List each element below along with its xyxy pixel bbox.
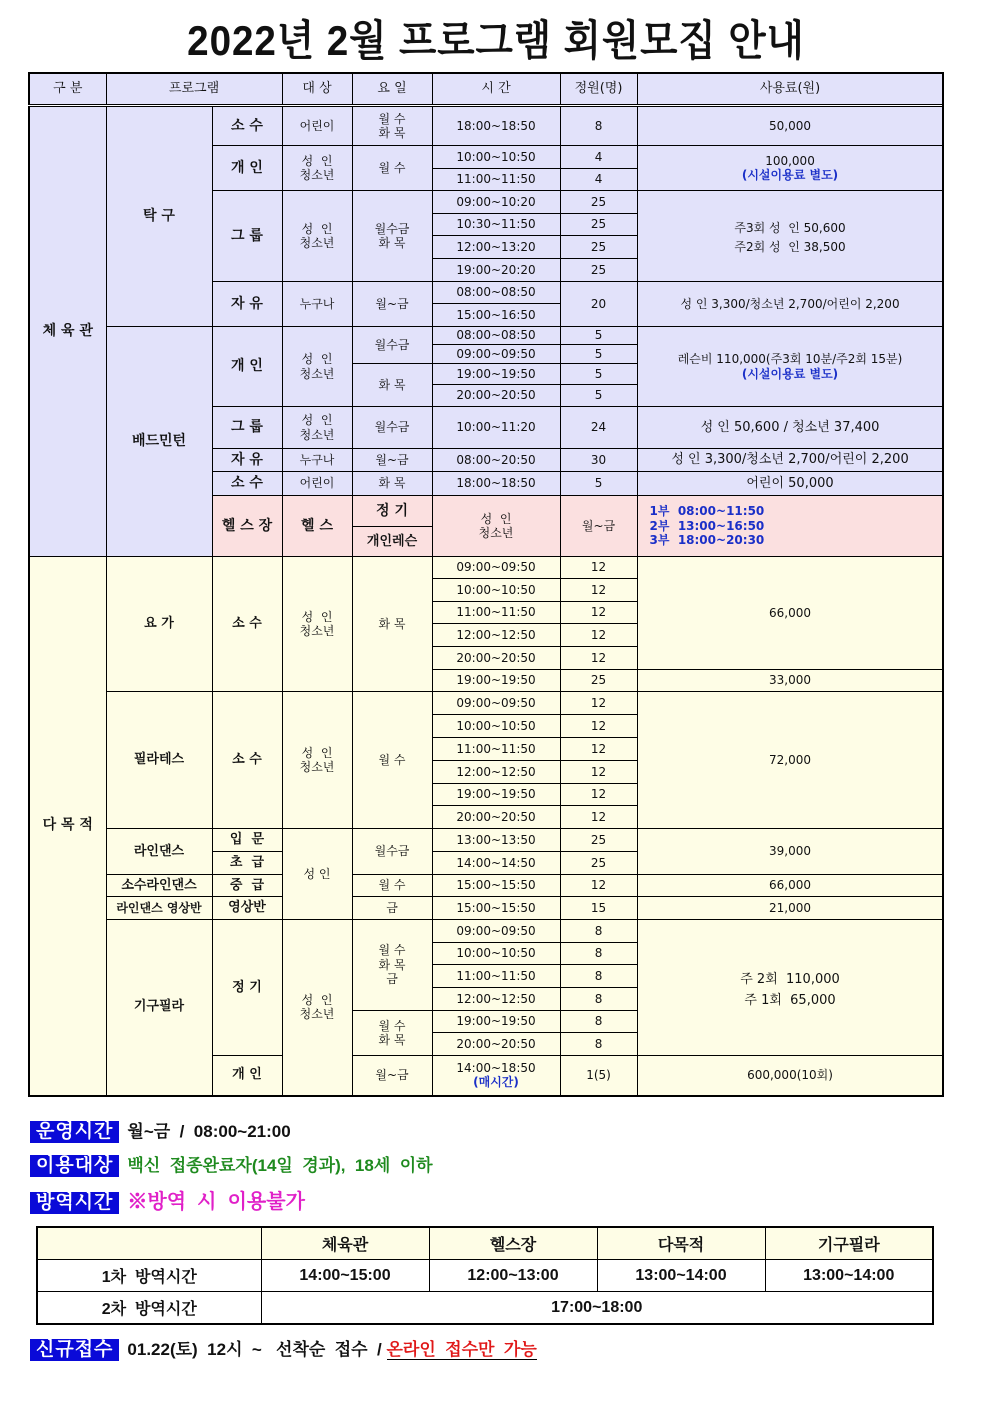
days-cell: 화 목 bbox=[352, 364, 432, 407]
target-line: 성 인 bbox=[301, 352, 333, 367]
time-cell: 20:00~20:50 bbox=[432, 385, 560, 407]
target-cell bbox=[282, 692, 352, 829]
schedule-col-equip: 기구필라 bbox=[765, 1227, 933, 1260]
fee-line: 레슨비 110,000(주3회 10분/주2회 15분) bbox=[677, 352, 903, 367]
time-cell bbox=[432, 1056, 560, 1096]
time-line: 14:00~18:50 bbox=[456, 1060, 536, 1075]
capacity-cell: 25 bbox=[560, 236, 637, 259]
type-cell: 영상반 bbox=[212, 897, 282, 920]
time-cell: 11:00~11:50 bbox=[432, 965, 560, 988]
capacity-cell: 25 bbox=[560, 259, 637, 282]
registration-online: 온라인 접수만 가능 bbox=[386, 1340, 537, 1359]
fee-cell: 성 인 50,600 / 청소년 37,400 bbox=[637, 407, 943, 449]
capacity-cell: 12 bbox=[560, 624, 637, 647]
schedule-header bbox=[37, 1227, 933, 1260]
target-line: 청소년 bbox=[299, 366, 335, 381]
program-pilates: 필라테스 bbox=[106, 692, 212, 829]
schedule-col-multi: 다목적 bbox=[597, 1227, 765, 1260]
table-row bbox=[29, 920, 943, 943]
capacity-cell: 12 bbox=[560, 692, 637, 715]
schedule-cell: 12:00~13:00 bbox=[429, 1260, 597, 1292]
time-line: 2부 13:00~16:50 bbox=[649, 518, 765, 533]
header-time: 시 간 bbox=[432, 73, 560, 106]
fee-note: (시설이용료 별도) bbox=[741, 366, 839, 381]
capacity-cell: 20 bbox=[560, 282, 637, 327]
table-header bbox=[29, 73, 943, 106]
hours-label: 운영시간 bbox=[30, 1121, 119, 1143]
days-line: 월 수 bbox=[378, 111, 406, 126]
target-cell bbox=[282, 191, 352, 282]
schedule-cell: 13:00~14:00 bbox=[597, 1260, 765, 1292]
schedule-row-label: 1차 방역시간 bbox=[37, 1260, 261, 1292]
capacity-cell: 5 bbox=[560, 364, 637, 385]
time-cell: 20:00~20:50 bbox=[432, 806, 560, 829]
days-cell: 월수금 bbox=[352, 407, 432, 449]
program-equip-pilates: 기구필라 bbox=[106, 920, 212, 1096]
registration-text: 01.22(토) 12시 ~ 선착순 접수 / bbox=[127, 1340, 382, 1359]
capacity-cell: 12 bbox=[560, 647, 637, 670]
target-line: 청소년 bbox=[299, 168, 335, 182]
days-cell: 월~금 bbox=[352, 449, 432, 472]
target-cell bbox=[282, 407, 352, 449]
target-line: 성 인 bbox=[480, 511, 512, 526]
time-cell: 10:00~11:20 bbox=[432, 407, 560, 449]
fee-cell bbox=[637, 920, 943, 1056]
days-line: 화 목 bbox=[378, 236, 406, 250]
type-cell: 자 유 bbox=[212, 282, 282, 327]
fee-cell: 66,000 bbox=[637, 557, 943, 670]
program-badminton: 배드민턴 bbox=[106, 327, 212, 557]
time-cell: 19:00~19:50 bbox=[432, 1011, 560, 1033]
time-cell: 08:00~20:50 bbox=[432, 449, 560, 472]
target-line: 성 인 bbox=[301, 153, 333, 168]
target-label: 이용대상 bbox=[30, 1155, 119, 1177]
hours-value: 월~금 / 08:00~21:00 bbox=[127, 1122, 291, 1141]
capacity-cell: 1(5) bbox=[560, 1056, 637, 1096]
time-cell: 12:00~12:50 bbox=[432, 624, 560, 647]
days-cell: 화 목 bbox=[352, 472, 432, 496]
program-linedance-video: 라인댄스 영상반 bbox=[106, 897, 212, 920]
capacity-cell: 12 bbox=[560, 579, 637, 602]
capacity-cell: 8 bbox=[560, 988, 637, 1011]
category-gym: 체 육 관 bbox=[29, 106, 106, 557]
fee-cell bbox=[637, 146, 943, 191]
time-cell: 12:00~12:50 bbox=[432, 988, 560, 1011]
time-cell: 10:00~10:50 bbox=[432, 943, 560, 965]
fee-cell: 50,000 bbox=[637, 106, 943, 146]
capacity-cell: 12 bbox=[560, 806, 637, 829]
program-linedance: 라인댄스 bbox=[106, 829, 212, 875]
time-cell: 09:00~09:50 bbox=[432, 557, 560, 579]
days-line: 화 목 bbox=[378, 1033, 406, 1047]
capacity-cell: 25 bbox=[560, 191, 637, 214]
fee-cell: 성 인 3,300/청소년 2,700/어린이 2,200 bbox=[637, 449, 943, 472]
header-fee: 사용료(원) bbox=[637, 73, 943, 106]
capacity-cell: 25 bbox=[560, 214, 637, 236]
capacity-cell: 15 bbox=[560, 897, 637, 920]
fee-line: 100,000 bbox=[765, 153, 815, 168]
time-note: (매시간) bbox=[473, 1075, 519, 1090]
target-line: 청소년 bbox=[299, 236, 335, 250]
target-line: 청소년 bbox=[478, 526, 514, 540]
capacity-cell: 5 bbox=[560, 385, 637, 407]
capacity-cell: 12 bbox=[560, 761, 637, 784]
capacity-cell: 4 bbox=[560, 169, 637, 191]
type-cell: 정 기 bbox=[352, 496, 432, 527]
schedule-col-health: 헬스장 bbox=[429, 1227, 597, 1260]
target-cell bbox=[282, 327, 352, 407]
quarantine-note bbox=[30, 1185, 305, 1214]
time-cell: 09:00~10:20 bbox=[432, 191, 560, 214]
fee-cell: 21,000 bbox=[637, 897, 943, 920]
days-cell: 금 bbox=[352, 897, 432, 920]
capacity-cell: 8 bbox=[560, 920, 637, 943]
target-line: 성 인 bbox=[301, 609, 333, 624]
target-cell: 누구나 bbox=[282, 282, 352, 327]
time-cell: 20:00~20:50 bbox=[432, 1033, 560, 1056]
capacity-cell: 30 bbox=[560, 449, 637, 472]
days-cell: 월 수 bbox=[352, 875, 432, 897]
target-line: 청소년 bbox=[299, 760, 335, 774]
days-cell: 월수금 bbox=[352, 327, 432, 364]
days-cell: 월 수 bbox=[352, 146, 432, 191]
fee-cell: 33,000 bbox=[637, 670, 943, 692]
target-cell: 성 인 bbox=[282, 829, 352, 920]
time-line: 1부 08:00~11:50 bbox=[649, 504, 765, 519]
time-cell: 10:00~10:50 bbox=[432, 579, 560, 602]
time-cell: 10:30~11:50 bbox=[432, 214, 560, 236]
target-line: 청소년 bbox=[299, 1007, 335, 1022]
fee-cell: 600,000(10회) bbox=[637, 1056, 943, 1096]
target-line: 성 인 bbox=[301, 413, 333, 428]
fee-cell: 66,000 bbox=[637, 875, 943, 897]
time-cell: 11:00~11:50 bbox=[432, 602, 560, 624]
type-cell: 개 인 bbox=[212, 327, 282, 407]
schedule-row-1 bbox=[37, 1260, 933, 1292]
header-capacity: 정원(명) bbox=[560, 73, 637, 106]
capacity-cell: 5 bbox=[560, 472, 637, 496]
time-cell: 08:00~08:50 bbox=[432, 327, 560, 345]
hours-note bbox=[30, 1117, 291, 1143]
fee-note: (시설이용료 별도) bbox=[741, 168, 839, 182]
capacity-cell: 8 bbox=[560, 965, 637, 988]
schedule-row-label: 2차 방역시간 bbox=[37, 1292, 261, 1325]
time-cell: 11:00~11:50 bbox=[432, 738, 560, 761]
table-row bbox=[29, 897, 943, 920]
type-cell: 초 급 bbox=[212, 852, 282, 875]
target-cell bbox=[282, 557, 352, 692]
capacity-cell: 12 bbox=[560, 738, 637, 761]
table-row bbox=[29, 557, 943, 579]
days-line: 화 목 bbox=[378, 957, 406, 972]
capacity-cell: 5 bbox=[560, 345, 637, 364]
schedule-cell: 14:00~15:00 bbox=[261, 1260, 429, 1292]
capacity-cell: 12 bbox=[560, 875, 637, 897]
program-small-linedance: 소수라인댄스 bbox=[106, 875, 212, 897]
capacity-cell: 12 bbox=[560, 715, 637, 738]
capacity-cell: 5 bbox=[560, 327, 637, 345]
time-cell: 11:00~11:50 bbox=[432, 169, 560, 191]
header-target: 대 상 bbox=[282, 73, 352, 106]
type-cell: 개인레슨 bbox=[352, 527, 432, 557]
time-cell: 15:00~16:50 bbox=[432, 304, 560, 327]
days-cell: 월 수 bbox=[352, 692, 432, 829]
target-line: 청소년 bbox=[299, 624, 335, 638]
time-cell: 19:00~19:50 bbox=[432, 364, 560, 385]
time-line: 3부 18:00~20:30 bbox=[649, 533, 765, 548]
type-cell: 개 인 bbox=[212, 1056, 282, 1096]
fee-line: 주 1회 65,000 bbox=[744, 992, 836, 1008]
time-cell: 20:00~20:50 bbox=[432, 647, 560, 670]
capacity-cell: 8 bbox=[560, 106, 637, 146]
time-cell: 19:00~19:50 bbox=[432, 784, 560, 806]
category-multi: 다 목 적 bbox=[29, 557, 106, 1096]
page-title: 2022년 2월 프로그램 회원모집 안내 bbox=[187, 17, 805, 64]
target-value: 백신 접종완료자(14일 경과), 18세 이하 bbox=[127, 1156, 433, 1175]
time-cell: 10:00~10:50 bbox=[432, 715, 560, 738]
type-cell: 중 급 bbox=[212, 875, 282, 897]
days-cell bbox=[352, 1011, 432, 1056]
capacity-cell: 12 bbox=[560, 784, 637, 806]
days-cell: 월~금 bbox=[352, 282, 432, 327]
schedule-corner bbox=[37, 1227, 261, 1260]
time-cell: 18:00~18:50 bbox=[432, 106, 560, 146]
days-line: 금 bbox=[386, 972, 398, 987]
table-row bbox=[29, 692, 943, 715]
days-line: 월 수 bbox=[378, 1018, 406, 1033]
capacity-cell: 25 bbox=[560, 670, 637, 692]
quarantine-label: 방역시간 bbox=[30, 1192, 119, 1214]
type-cell: 소 수 bbox=[212, 557, 282, 692]
days-line: 월 수 bbox=[378, 943, 406, 958]
days-cell: 월~금 bbox=[352, 1056, 432, 1096]
table-row bbox=[29, 327, 943, 345]
header-program: 프로그램 bbox=[106, 73, 282, 106]
target-line: 성 인 bbox=[301, 992, 333, 1007]
table-row bbox=[29, 106, 943, 146]
days-cell: 화 목 bbox=[352, 557, 432, 692]
category-health: 헬 스 장 bbox=[212, 496, 282, 557]
program-table bbox=[28, 72, 944, 1097]
target-note bbox=[30, 1151, 433, 1177]
days-cell: 월수금 bbox=[352, 829, 432, 875]
type-cell: 개 인 bbox=[212, 146, 282, 191]
days-line: 월수금 bbox=[374, 221, 410, 236]
capacity-cell: 12 bbox=[560, 557, 637, 579]
quarantine-value: ※방역 시 이용불가 bbox=[127, 1191, 305, 1213]
fee-line: 주3회 성 인 50,600 bbox=[734, 221, 846, 235]
days-cell: 월~금 bbox=[560, 496, 637, 557]
target-cell bbox=[282, 920, 352, 1096]
target-line: 청소년 bbox=[299, 427, 335, 442]
time-cell: 12:00~12:50 bbox=[432, 761, 560, 784]
schedule-col-gym: 체육관 bbox=[261, 1227, 429, 1260]
type-cell: 입 문 bbox=[212, 829, 282, 852]
capacity-cell: 25 bbox=[560, 829, 637, 852]
target-line: 성 인 bbox=[301, 745, 333, 760]
time-cell: 14:00~14:50 bbox=[432, 852, 560, 875]
program-health: 헬 스 bbox=[282, 496, 352, 557]
table-row bbox=[29, 829, 943, 852]
program-yoga: 요 가 bbox=[106, 557, 212, 692]
time-cell: 09:00~09:50 bbox=[432, 345, 560, 364]
schedule-cell: 17:00~18:00 bbox=[261, 1292, 933, 1325]
type-cell: 소 수 bbox=[212, 106, 282, 146]
capacity-cell: 25 bbox=[560, 852, 637, 875]
table-row bbox=[29, 875, 943, 897]
schedule-row-2 bbox=[37, 1292, 933, 1325]
fee-cell bbox=[637, 191, 943, 282]
type-cell: 정 기 bbox=[212, 920, 282, 1056]
time-cell: 10:00~10:50 bbox=[432, 146, 560, 169]
days-cell bbox=[352, 106, 432, 146]
target-cell: 어린이 bbox=[282, 472, 352, 496]
time-cell: 18:00~18:50 bbox=[432, 472, 560, 496]
time-cell: 19:00~19:50 bbox=[432, 670, 560, 692]
fee-line: 주 2회 110,000 bbox=[740, 971, 840, 987]
header-days: 요 일 bbox=[352, 73, 432, 106]
time-cell: 09:00~09:50 bbox=[432, 692, 560, 715]
target-cell: 어린이 bbox=[282, 106, 352, 146]
schedule-cell: 13:00~14:00 bbox=[765, 1260, 933, 1292]
type-cell: 그 룹 bbox=[212, 407, 282, 449]
time-cell: 13:00~13:50 bbox=[432, 829, 560, 852]
capacity-cell: 4 bbox=[560, 146, 637, 169]
time-cell: 12:00~13:20 bbox=[432, 236, 560, 259]
registration-note bbox=[30, 1335, 537, 1361]
capacity-cell: 8 bbox=[560, 943, 637, 965]
time-cell bbox=[637, 496, 943, 557]
fee-cell: 어린이 50,000 bbox=[637, 472, 943, 496]
type-cell: 그 룹 bbox=[212, 191, 282, 282]
target-cell bbox=[432, 496, 560, 557]
quarantine-schedule-table bbox=[36, 1226, 934, 1325]
target-cell bbox=[282, 146, 352, 191]
target-line: 성 인 bbox=[301, 221, 333, 236]
capacity-cell: 24 bbox=[560, 407, 637, 449]
capacity-cell: 12 bbox=[560, 602, 637, 624]
type-cell: 소 수 bbox=[212, 692, 282, 829]
target-cell: 누구나 bbox=[282, 449, 352, 472]
program-tabletennis: 탁 구 bbox=[106, 106, 212, 327]
capacity-cell: 8 bbox=[560, 1033, 637, 1056]
fee-cell bbox=[637, 327, 943, 407]
time-cell: 15:00~15:50 bbox=[432, 875, 560, 897]
time-cell: 09:00~09:50 bbox=[432, 920, 560, 943]
days-cell bbox=[352, 920, 432, 1011]
fee-line: 주2회 성 인 38,500 bbox=[734, 239, 846, 254]
time-cell: 19:00~20:20 bbox=[432, 259, 560, 282]
fee-cell: 72,000 bbox=[637, 692, 943, 829]
fee-cell: 성 인 3,300/청소년 2,700/어린이 2,200 bbox=[637, 282, 943, 327]
header-category: 구 분 bbox=[29, 73, 106, 106]
type-cell: 소 수 bbox=[212, 472, 282, 496]
time-cell: 15:00~15:50 bbox=[432, 897, 560, 920]
time-cell: 08:00~08:50 bbox=[432, 282, 560, 304]
registration-label: 신규접수 bbox=[30, 1339, 119, 1361]
days-cell bbox=[352, 191, 432, 282]
days-line: 화 목 bbox=[378, 126, 406, 140]
capacity-cell: 8 bbox=[560, 1011, 637, 1033]
fee-cell: 39,000 bbox=[637, 829, 943, 875]
type-cell: 자 유 bbox=[212, 449, 282, 472]
